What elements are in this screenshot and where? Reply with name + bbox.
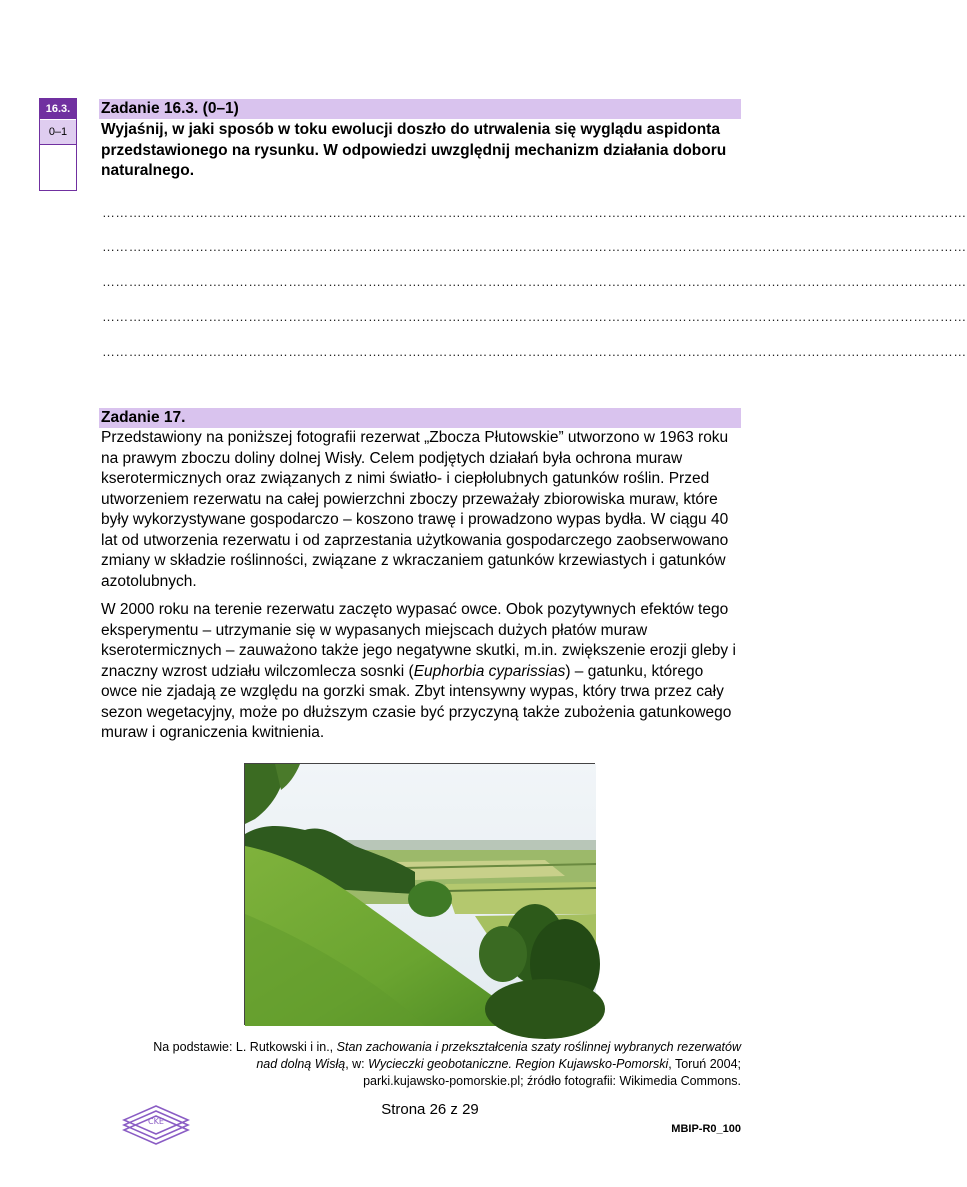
answer-line[interactable]: …………………………………………………………………………………………………………………………………………………………………………… — [102, 239, 967, 254]
species-latin-name: Euphorbia cyparissias — [413, 662, 566, 680]
answer-line[interactable]: …………………………………………………………………………………………………………………………………………………………………………… — [102, 274, 967, 289]
task-16-title: Zadanie 16.3. (0–1) — [101, 100, 239, 117]
answer-line[interactable]: …………………………………………………………………………………………………………………………………………………………………………… — [102, 309, 967, 324]
task-17-paragraph-1: Przedstawiony na poniższej fotografii rezerwat „Zbocza Płutowskie” utworzono w 1963 roku na prawym zboczu doliny dolnej Wisły. Celem podjętych działań była ochrona muraw kserotermicznych oraz związanych z nimi światło- i ciepłolubnych gatunków roślin. Przed utworzeniem rezerwatu na całej powierzchni zboczy przeważały zbiorowiska muraw, które były wykorzystywane gospodarczo – koszono trawę i prowadzono wypas bydła. W ciągu 40 lat od utworzenia rezerwatu i od zaprzestania użytkowania gospodarczego zaobserwowano zmiany w składzie roślinności, związane z wkraczaniem gatunków krzewiastych i gatunków azotolubnych. — [101, 429, 729, 590]
page-number: Strona 26 z 29 — [381, 1101, 479, 1118]
task-17-title: Zadanie 17. — [101, 409, 186, 426]
photo-source-citation: Na podstawie: L. Rutkowski i in., Stan zachowania i przekształcenia szaty roślinnej wybranych rezerwatów nad dolną Wisłą, w: Wycieczki geobotaniczne. Region Kujawsko-Pomorski, Toruń 2004; parki.kujawsko-pomorskie.pl; źródło fotografii: Wikimedia Commons. — [153, 1040, 741, 1088]
task-points-badge: 0–1 — [40, 120, 76, 145]
task-number-badge: 16.3. — [40, 99, 76, 119]
task-17-paragraph-2: W 2000 roku na terenie rezerwatu zaczęto wypasać owce. Obok pozytywnych efektów tego eksperymentu – utrzymanie się w wypasanych miejscach dużych płatów muraw kserotermicznych – zauważono także jego negatywne skutki, m.in. zwiększenie erozji gleby i znaczny wzrost udziału wilczomlecza sosnki (Euphorbia cyparissias) – gatunku, którego owce nie zjadają ze względu na gorzki smak. Zbyt intensywny wypas, który trwa przez cały sezon wegetacyjny, może po dłuższym czasie być przyczyną także zubożenia gatunkowego muraw i ograniczenia kwitnienia. — [101, 601, 736, 741]
reserve-photo — [244, 763, 595, 1025]
answer-line[interactable]: …………………………………………………………………………………………………………………………………………………………………………… — [102, 205, 967, 220]
task-16-question: Wyjaśnij, w jaki sposób w toku ewolucji doszło do utrwalenia się wyglądu aspidonta przedstawionego na rysunku. W odpowiedzi uwzględnij mechanizm działania doboru naturalnego. — [101, 121, 727, 179]
task-17-header-bar — [99, 408, 741, 428]
exam-code: MBIP-R0_100 — [671, 1123, 741, 1135]
answer-line[interactable]: …………………………………………………………………………………………………………………………………………………………………………… — [102, 344, 967, 359]
cke-logo-icon — [120, 1104, 192, 1146]
logo-text: CKE — [148, 1117, 164, 1126]
